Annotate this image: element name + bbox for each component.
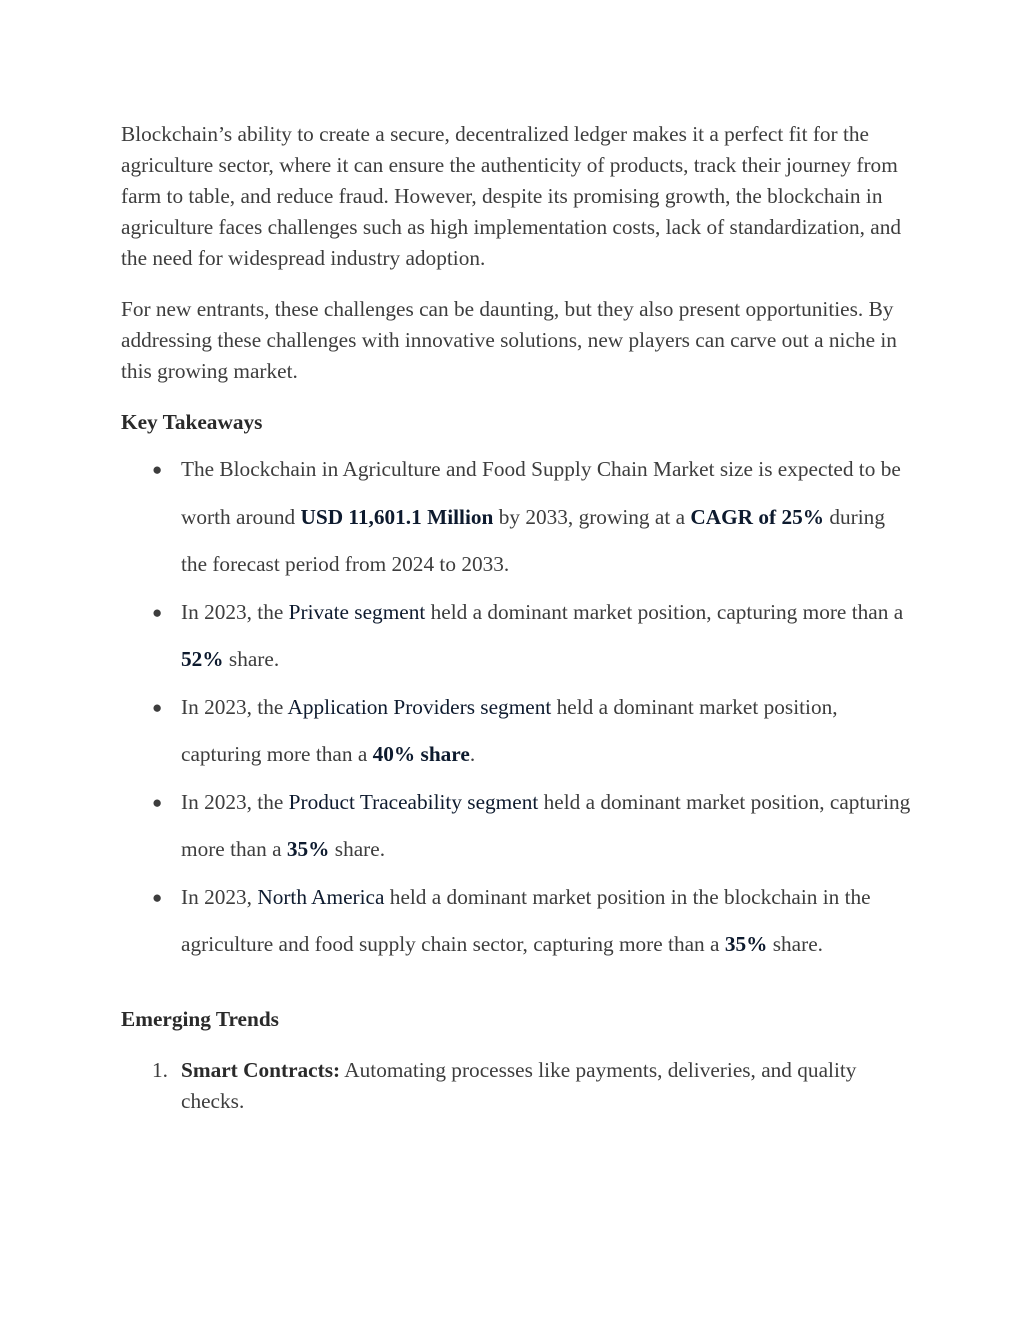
share-value: 40% share [372,742,470,766]
bullet-icon: ● [152,697,163,717]
private-segment-link[interactable]: Private segment [288,599,426,624]
share-value: 35% [724,932,768,956]
takeaway-text: by 2033, growing at a [493,504,691,529]
intro-paragraph-1: Blockchain’s ability to create a secure, decentralized ledger makes it a perfect fit for the agriculture sector, where it can ensure the authenticity of products, track their journey from farm to table, and reduce fraud. However, despite its promising growth, the blockchain in agriculture faces challenges such as high implementation costs, lack of standardization, and the need for widespread industry adoption. [121,122,902,270]
takeaway-text: share. [329,837,386,861]
product-traceability-segment-link[interactable]: Product Traceability segment [288,789,539,814]
takeaway-text: The Blockchain in Agriculture and Food Supply Chain Market size is expected to be worth around [181,457,901,529]
market-size-value: USD 11,601.1 Million [300,504,494,529]
key-takeaways-heading: Key Takeaways [121,410,263,434]
share-value: 35% [286,837,330,861]
takeaway-text: In 2023, [181,884,258,909]
list-item [121,589,911,684]
trend-text: Automating processes like payments, deliveries, and quality checks. [181,1057,857,1113]
takeaway-text: share. [223,647,280,671]
bullet-icon: ● [152,887,163,907]
intro-paragraph-2: For new entrants, these challenges can be daunting, but they also present opportunities. By addressing these challenges with innovative solutions, new players can carve out a niche in this growing market. [121,297,897,383]
takeaway-text: held a dominant market position, capturing more than a [425,599,904,624]
bullet-icon: ● [152,602,163,622]
trend-term: Smart Contracts: [181,1057,341,1082]
application-providers-segment-link[interactable]: Application Providers segment [287,694,552,719]
list-item [121,684,911,779]
takeaway-text: share. [767,932,823,956]
takeaway-text: during the forecast period from 2024 to 2033. [181,504,885,576]
cagr-value: CAGR of 25% [690,504,825,529]
emerging-trends-list [121,1055,911,1117]
document-page [121,119,911,1117]
list-item [121,874,911,969]
emerging-trends-heading: Emerging Trends [121,1006,279,1031]
takeaway-text: In 2023, the [181,599,289,624]
takeaway-text: In 2023, the [181,789,289,814]
bullet-icon: ● [152,792,163,812]
list-number: 1. [152,1057,168,1082]
takeaway-text: In 2023, the [181,694,288,719]
takeaway-text: . [469,742,476,766]
list-item [121,1055,911,1117]
north-america-link[interactable]: North America [257,884,385,909]
bullet-icon: ● [152,460,163,479]
takeaway-text: held a dominant market position, capturing more than a [181,694,838,766]
takeaway-text: held a dominant market position in the blockchain in the agriculture and food supply chain sector, capturing more than a [181,884,871,956]
list-item [121,446,911,589]
list-item [121,779,911,874]
share-value: 52% [181,647,224,671]
key-takeaways-list [121,446,911,969]
takeaway-text: held a dominant market position, capturing more than a [181,789,911,861]
